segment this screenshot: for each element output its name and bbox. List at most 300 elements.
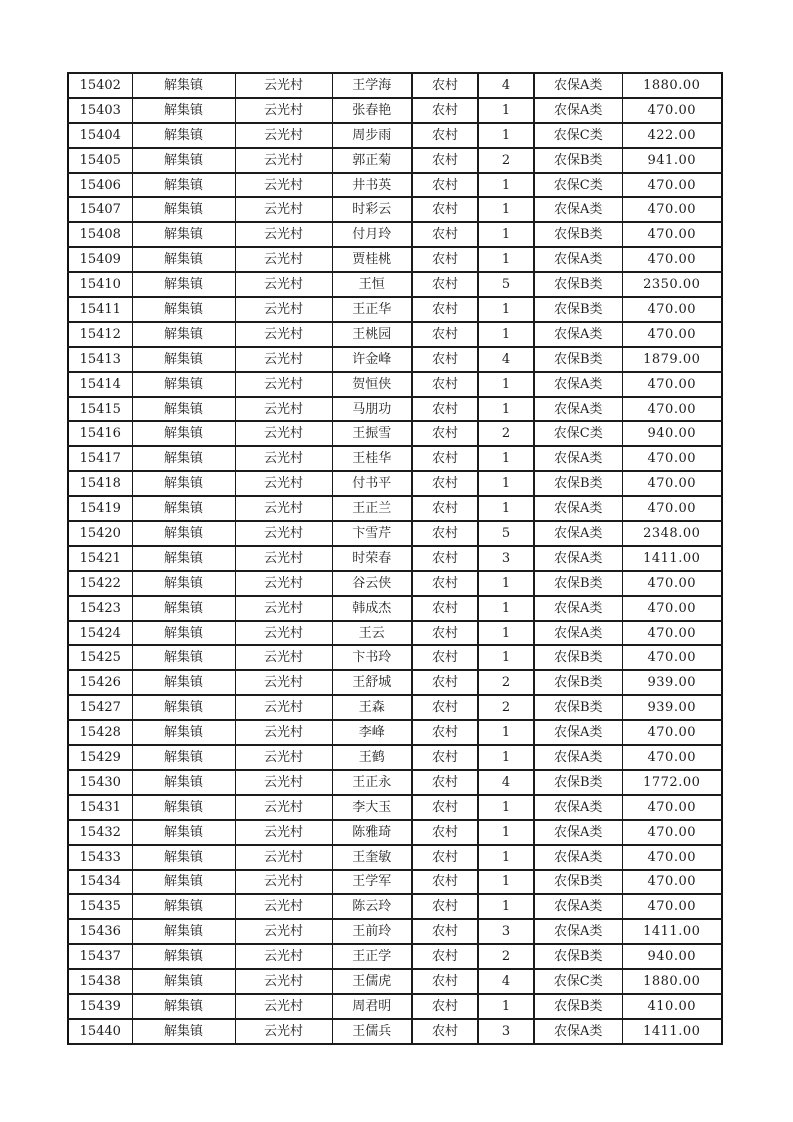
cell-insurance-category: 农保A类 bbox=[534, 919, 622, 944]
table-row bbox=[68, 745, 722, 770]
cell-person-name: 卞雪芹 bbox=[332, 521, 412, 546]
cell-residence-type: 农村 bbox=[412, 994, 478, 1019]
cell-village: 云光村 bbox=[235, 770, 332, 795]
cell-town: 解集镇 bbox=[132, 372, 235, 397]
cell-person-count: 5 bbox=[478, 272, 534, 297]
cell-village: 云光村 bbox=[235, 994, 332, 1019]
cell-person-count: 1 bbox=[478, 247, 534, 272]
cell-village: 云光村 bbox=[235, 894, 332, 919]
cell-town: 解集镇 bbox=[132, 745, 235, 770]
cell-record-id: 15406 bbox=[68, 173, 132, 198]
cell-town: 解集镇 bbox=[132, 471, 235, 496]
cell-person-name: 王儒兵 bbox=[332, 1019, 412, 1044]
cell-record-id: 15427 bbox=[68, 695, 132, 720]
cell-town: 解集镇 bbox=[132, 322, 235, 347]
cell-insurance-category: 农保A类 bbox=[534, 546, 622, 571]
cell-amount: 470.00 bbox=[622, 173, 722, 198]
cell-person-name: 王恒 bbox=[332, 272, 412, 297]
cell-person-name: 周步雨 bbox=[332, 123, 412, 148]
table-row bbox=[68, 347, 722, 372]
cell-insurance-category: 农保B类 bbox=[534, 347, 622, 372]
cell-town: 解集镇 bbox=[132, 571, 235, 596]
cell-insurance-category: 农保A类 bbox=[534, 397, 622, 422]
cell-town: 解集镇 bbox=[132, 944, 235, 969]
cell-insurance-category: 农保B类 bbox=[534, 645, 622, 670]
cell-amount: 470.00 bbox=[622, 795, 722, 820]
cell-village: 云光村 bbox=[235, 919, 332, 944]
cell-person-count: 1 bbox=[478, 471, 534, 496]
cell-person-count: 1 bbox=[478, 98, 534, 123]
cell-town: 解集镇 bbox=[132, 397, 235, 422]
table-row bbox=[68, 421, 722, 446]
cell-record-id: 15432 bbox=[68, 820, 132, 845]
cell-village: 云光村 bbox=[235, 98, 332, 123]
cell-insurance-category: 农保C类 bbox=[534, 969, 622, 994]
cell-amount: 2350.00 bbox=[622, 272, 722, 297]
cell-town: 解集镇 bbox=[132, 98, 235, 123]
cell-record-id: 15429 bbox=[68, 745, 132, 770]
cell-insurance-category: 农保A类 bbox=[534, 98, 622, 123]
cell-person-name: 贺恒侠 bbox=[332, 372, 412, 397]
cell-insurance-category: 农保B类 bbox=[534, 471, 622, 496]
cell-amount: 940.00 bbox=[622, 421, 722, 446]
cell-amount: 470.00 bbox=[622, 446, 722, 471]
cell-residence-type: 农村 bbox=[412, 571, 478, 596]
cell-amount: 940.00 bbox=[622, 944, 722, 969]
cell-town: 解集镇 bbox=[132, 820, 235, 845]
cell-insurance-category: 农保B类 bbox=[534, 297, 622, 322]
cell-record-id: 15402 bbox=[68, 73, 132, 98]
cell-town: 解集镇 bbox=[132, 546, 235, 571]
cell-person-name: 韩成杰 bbox=[332, 596, 412, 621]
cell-insurance-category: 农保C类 bbox=[534, 173, 622, 198]
cell-town: 解集镇 bbox=[132, 446, 235, 471]
cell-residence-type: 农村 bbox=[412, 870, 478, 895]
cell-village: 云光村 bbox=[235, 123, 332, 148]
cell-record-id: 15425 bbox=[68, 645, 132, 670]
cell-person-name: 李峰 bbox=[332, 720, 412, 745]
cell-person-name: 王奎敏 bbox=[332, 845, 412, 870]
cell-amount: 1411.00 bbox=[622, 919, 722, 944]
cell-insurance-category: 农保B类 bbox=[534, 272, 622, 297]
cell-person-count: 1 bbox=[478, 845, 534, 870]
cell-insurance-category: 农保A类 bbox=[534, 322, 622, 347]
cell-person-name: 王正学 bbox=[332, 944, 412, 969]
table-row bbox=[68, 297, 722, 322]
cell-residence-type: 农村 bbox=[412, 73, 478, 98]
cell-record-id: 15430 bbox=[68, 770, 132, 795]
table-row bbox=[68, 197, 722, 222]
cell-residence-type: 农村 bbox=[412, 645, 478, 670]
cell-village: 云光村 bbox=[235, 421, 332, 446]
cell-residence-type: 农村 bbox=[412, 347, 478, 372]
cell-record-id: 15435 bbox=[68, 894, 132, 919]
cell-insurance-category: 农保B类 bbox=[534, 695, 622, 720]
cell-person-name: 李大玉 bbox=[332, 795, 412, 820]
cell-record-id: 15428 bbox=[68, 720, 132, 745]
cell-town: 解集镇 bbox=[132, 197, 235, 222]
cell-village: 云光村 bbox=[235, 471, 332, 496]
cell-person-count: 1 bbox=[478, 720, 534, 745]
cell-town: 解集镇 bbox=[132, 123, 235, 148]
cell-insurance-category: 农保A类 bbox=[534, 247, 622, 272]
cell-person-count: 1 bbox=[478, 745, 534, 770]
cell-person-name: 王桃园 bbox=[332, 322, 412, 347]
cell-village: 云光村 bbox=[235, 944, 332, 969]
cell-record-id: 15414 bbox=[68, 372, 132, 397]
cell-insurance-category: 农保A类 bbox=[534, 745, 622, 770]
cell-village: 云光村 bbox=[235, 347, 332, 372]
cell-person-count: 1 bbox=[478, 297, 534, 322]
cell-insurance-category: 农保A类 bbox=[534, 73, 622, 98]
table-row bbox=[68, 720, 722, 745]
cell-person-name: 王舒城 bbox=[332, 670, 412, 695]
cell-village: 云光村 bbox=[235, 695, 332, 720]
cell-amount: 470.00 bbox=[622, 247, 722, 272]
table-row bbox=[68, 73, 722, 98]
cell-person-name: 时彩云 bbox=[332, 197, 412, 222]
cell-person-name: 王正永 bbox=[332, 770, 412, 795]
cell-record-id: 15426 bbox=[68, 670, 132, 695]
table-row bbox=[68, 173, 722, 198]
cell-amount: 470.00 bbox=[622, 894, 722, 919]
cell-record-id: 15436 bbox=[68, 919, 132, 944]
cell-person-name: 付月玲 bbox=[332, 222, 412, 247]
cell-insurance-category: 农保B类 bbox=[534, 222, 622, 247]
cell-village: 云光村 bbox=[235, 546, 332, 571]
table-row bbox=[68, 645, 722, 670]
cell-record-id: 15421 bbox=[68, 546, 132, 571]
cell-town: 解集镇 bbox=[132, 870, 235, 895]
cell-residence-type: 农村 bbox=[412, 795, 478, 820]
cell-village: 云光村 bbox=[235, 870, 332, 895]
table-row bbox=[68, 397, 722, 422]
cell-person-count: 2 bbox=[478, 944, 534, 969]
cell-amount: 470.00 bbox=[622, 98, 722, 123]
cell-village: 云光村 bbox=[235, 197, 332, 222]
cell-amount: 470.00 bbox=[622, 372, 722, 397]
cell-village: 云光村 bbox=[235, 845, 332, 870]
cell-village: 云光村 bbox=[235, 73, 332, 98]
table-row bbox=[68, 471, 722, 496]
cell-residence-type: 农村 bbox=[412, 845, 478, 870]
cell-residence-type: 农村 bbox=[412, 596, 478, 621]
cell-town: 解集镇 bbox=[132, 919, 235, 944]
cell-person-count: 1 bbox=[478, 173, 534, 198]
table-body bbox=[68, 73, 722, 1044]
cell-amount: 422.00 bbox=[622, 123, 722, 148]
cell-person-count: 1 bbox=[478, 446, 534, 471]
cell-residence-type: 农村 bbox=[412, 372, 478, 397]
cell-insurance-category: 农保A类 bbox=[534, 845, 622, 870]
cell-village: 云光村 bbox=[235, 621, 332, 646]
cell-residence-type: 农村 bbox=[412, 670, 478, 695]
cell-person-name: 马朋功 bbox=[332, 397, 412, 422]
cell-town: 解集镇 bbox=[132, 596, 235, 621]
cell-village: 云光村 bbox=[235, 173, 332, 198]
cell-town: 解集镇 bbox=[132, 272, 235, 297]
cell-residence-type: 农村 bbox=[412, 247, 478, 272]
cell-record-id: 15440 bbox=[68, 1019, 132, 1044]
cell-person-count: 4 bbox=[478, 770, 534, 795]
cell-person-count: 3 bbox=[478, 919, 534, 944]
cell-amount: 470.00 bbox=[622, 870, 722, 895]
cell-residence-type: 农村 bbox=[412, 621, 478, 646]
cell-residence-type: 农村 bbox=[412, 197, 478, 222]
cell-village: 云光村 bbox=[235, 521, 332, 546]
cell-town: 解集镇 bbox=[132, 621, 235, 646]
cell-residence-type: 农村 bbox=[412, 173, 478, 198]
cell-record-id: 15431 bbox=[68, 795, 132, 820]
cell-record-id: 15422 bbox=[68, 571, 132, 596]
table-row bbox=[68, 820, 722, 845]
cell-residence-type: 农村 bbox=[412, 770, 478, 795]
cell-town: 解集镇 bbox=[132, 347, 235, 372]
table-row bbox=[68, 98, 722, 123]
cell-person-name: 贾桂桃 bbox=[332, 247, 412, 272]
cell-person-count: 2 bbox=[478, 148, 534, 173]
cell-town: 解集镇 bbox=[132, 994, 235, 1019]
cell-person-name: 付书平 bbox=[332, 471, 412, 496]
insurance-records-table bbox=[67, 72, 723, 1045]
cell-record-id: 15415 bbox=[68, 397, 132, 422]
cell-residence-type: 农村 bbox=[412, 944, 478, 969]
table-row bbox=[68, 546, 722, 571]
cell-record-id: 15409 bbox=[68, 247, 132, 272]
cell-person-name: 井书英 bbox=[332, 173, 412, 198]
cell-insurance-category: 农保B类 bbox=[534, 670, 622, 695]
cell-insurance-category: 农保B类 bbox=[534, 870, 622, 895]
cell-town: 解集镇 bbox=[132, 247, 235, 272]
table-row bbox=[68, 247, 722, 272]
cell-insurance-category: 农保A类 bbox=[534, 521, 622, 546]
cell-record-id: 15433 bbox=[68, 845, 132, 870]
cell-amount: 1411.00 bbox=[622, 546, 722, 571]
cell-amount: 470.00 bbox=[622, 645, 722, 670]
table-row bbox=[68, 795, 722, 820]
cell-amount: 2348.00 bbox=[622, 521, 722, 546]
cell-village: 云光村 bbox=[235, 496, 332, 521]
cell-town: 解集镇 bbox=[132, 894, 235, 919]
cell-record-id: 15434 bbox=[68, 870, 132, 895]
cell-residence-type: 农村 bbox=[412, 123, 478, 148]
cell-residence-type: 农村 bbox=[412, 421, 478, 446]
cell-person-count: 3 bbox=[478, 546, 534, 571]
cell-person-name: 王桂华 bbox=[332, 446, 412, 471]
cell-town: 解集镇 bbox=[132, 222, 235, 247]
cell-village: 云光村 bbox=[235, 720, 332, 745]
cell-person-count: 1 bbox=[478, 994, 534, 1019]
cell-insurance-category: 农保A类 bbox=[534, 894, 622, 919]
table-row bbox=[68, 148, 722, 173]
cell-person-name: 许金峰 bbox=[332, 347, 412, 372]
cell-person-count: 1 bbox=[478, 645, 534, 670]
table-row bbox=[68, 870, 722, 895]
cell-village: 云光村 bbox=[235, 272, 332, 297]
cell-person-count: 1 bbox=[478, 820, 534, 845]
cell-record-id: 15411 bbox=[68, 297, 132, 322]
cell-town: 解集镇 bbox=[132, 645, 235, 670]
cell-person-count: 2 bbox=[478, 695, 534, 720]
cell-person-count: 4 bbox=[478, 347, 534, 372]
cell-insurance-category: 农保A类 bbox=[534, 197, 622, 222]
cell-amount: 941.00 bbox=[622, 148, 722, 173]
cell-insurance-category: 农保B类 bbox=[534, 770, 622, 795]
cell-person-count: 4 bbox=[478, 969, 534, 994]
cell-village: 云光村 bbox=[235, 297, 332, 322]
cell-town: 解集镇 bbox=[132, 695, 235, 720]
cell-village: 云光村 bbox=[235, 820, 332, 845]
cell-record-id: 15403 bbox=[68, 98, 132, 123]
cell-person-count: 1 bbox=[478, 596, 534, 621]
cell-insurance-category: 农保A类 bbox=[534, 372, 622, 397]
cell-person-count: 2 bbox=[478, 421, 534, 446]
cell-village: 云光村 bbox=[235, 969, 332, 994]
cell-person-count: 1 bbox=[478, 894, 534, 919]
table-row bbox=[68, 521, 722, 546]
cell-amount: 1411.00 bbox=[622, 1019, 722, 1044]
cell-town: 解集镇 bbox=[132, 670, 235, 695]
cell-person-count: 1 bbox=[478, 197, 534, 222]
cell-village: 云光村 bbox=[235, 670, 332, 695]
cell-person-name: 王正华 bbox=[332, 297, 412, 322]
cell-insurance-category: 农保B类 bbox=[534, 944, 622, 969]
cell-amount: 1880.00 bbox=[622, 73, 722, 98]
cell-town: 解集镇 bbox=[132, 845, 235, 870]
cell-amount: 470.00 bbox=[622, 297, 722, 322]
cell-insurance-category: 农保A类 bbox=[534, 820, 622, 845]
table-row bbox=[68, 845, 722, 870]
cell-record-id: 15424 bbox=[68, 621, 132, 646]
cell-amount: 470.00 bbox=[622, 496, 722, 521]
cell-amount: 470.00 bbox=[622, 397, 722, 422]
cell-insurance-category: 农保A类 bbox=[534, 621, 622, 646]
cell-amount: 470.00 bbox=[622, 571, 722, 596]
cell-town: 解集镇 bbox=[132, 421, 235, 446]
cell-residence-type: 农村 bbox=[412, 1019, 478, 1044]
cell-person-name: 周君明 bbox=[332, 994, 412, 1019]
cell-residence-type: 农村 bbox=[412, 397, 478, 422]
cell-amount: 1879.00 bbox=[622, 347, 722, 372]
cell-town: 解集镇 bbox=[132, 173, 235, 198]
cell-record-id: 15423 bbox=[68, 596, 132, 621]
cell-amount: 470.00 bbox=[622, 845, 722, 870]
cell-town: 解集镇 bbox=[132, 521, 235, 546]
cell-amount: 470.00 bbox=[622, 222, 722, 247]
cell-person-name: 王云 bbox=[332, 621, 412, 646]
cell-record-id: 15410 bbox=[68, 272, 132, 297]
cell-person-count: 1 bbox=[478, 496, 534, 521]
cell-person-count: 4 bbox=[478, 73, 534, 98]
cell-amount: 470.00 bbox=[622, 596, 722, 621]
table-row bbox=[68, 670, 722, 695]
cell-record-id: 15413 bbox=[68, 347, 132, 372]
table-row bbox=[68, 222, 722, 247]
table-row bbox=[68, 969, 722, 994]
cell-insurance-category: 农保B类 bbox=[534, 571, 622, 596]
cell-amount: 470.00 bbox=[622, 720, 722, 745]
cell-insurance-category: 农保A类 bbox=[534, 596, 622, 621]
cell-residence-type: 农村 bbox=[412, 222, 478, 247]
cell-residence-type: 农村 bbox=[412, 745, 478, 770]
cell-person-count: 1 bbox=[478, 322, 534, 347]
cell-record-id: 15405 bbox=[68, 148, 132, 173]
cell-amount: 470.00 bbox=[622, 745, 722, 770]
cell-residence-type: 农村 bbox=[412, 148, 478, 173]
cell-person-count: 1 bbox=[478, 870, 534, 895]
cell-village: 云光村 bbox=[235, 446, 332, 471]
cell-record-id: 15439 bbox=[68, 994, 132, 1019]
cell-person-name: 王学海 bbox=[332, 73, 412, 98]
table-row bbox=[68, 571, 722, 596]
cell-person-name: 王学军 bbox=[332, 870, 412, 895]
cell-village: 云光村 bbox=[235, 645, 332, 670]
table-row bbox=[68, 272, 722, 297]
table-row bbox=[68, 1019, 722, 1044]
cell-record-id: 15417 bbox=[68, 446, 132, 471]
cell-person-name: 王正兰 bbox=[332, 496, 412, 521]
table-row bbox=[68, 894, 722, 919]
cell-person-count: 1 bbox=[478, 571, 534, 596]
cell-person-name: 卞书玲 bbox=[332, 645, 412, 670]
cell-village: 云光村 bbox=[235, 322, 332, 347]
cell-residence-type: 农村 bbox=[412, 272, 478, 297]
cell-insurance-category: 农保A类 bbox=[534, 1019, 622, 1044]
cell-record-id: 15407 bbox=[68, 197, 132, 222]
cell-record-id: 15416 bbox=[68, 421, 132, 446]
cell-person-name: 王鹤 bbox=[332, 745, 412, 770]
cell-residence-type: 农村 bbox=[412, 969, 478, 994]
cell-village: 云光村 bbox=[235, 247, 332, 272]
cell-amount: 1772.00 bbox=[622, 770, 722, 795]
cell-village: 云光村 bbox=[235, 571, 332, 596]
cell-record-id: 15418 bbox=[68, 471, 132, 496]
cell-person-count: 1 bbox=[478, 372, 534, 397]
table-row bbox=[68, 770, 722, 795]
cell-village: 云光村 bbox=[235, 397, 332, 422]
cell-insurance-category: 农保A类 bbox=[534, 446, 622, 471]
cell-insurance-category: 农保C类 bbox=[534, 123, 622, 148]
cell-village: 云光村 bbox=[235, 795, 332, 820]
cell-person-count: 3 bbox=[478, 1019, 534, 1044]
cell-person-name: 王振雪 bbox=[332, 421, 412, 446]
cell-person-count: 2 bbox=[478, 670, 534, 695]
table-row bbox=[68, 496, 722, 521]
cell-residence-type: 农村 bbox=[412, 496, 478, 521]
cell-person-name: 陈云玲 bbox=[332, 894, 412, 919]
table-row bbox=[68, 596, 722, 621]
cell-town: 解集镇 bbox=[132, 496, 235, 521]
cell-village: 云光村 bbox=[235, 1019, 332, 1044]
cell-town: 解集镇 bbox=[132, 297, 235, 322]
cell-person-name: 张春艳 bbox=[332, 98, 412, 123]
cell-person-name: 王森 bbox=[332, 695, 412, 720]
cell-residence-type: 农村 bbox=[412, 919, 478, 944]
cell-person-count: 1 bbox=[478, 621, 534, 646]
cell-insurance-category: 农保B类 bbox=[534, 994, 622, 1019]
cell-record-id: 15438 bbox=[68, 969, 132, 994]
cell-person-name: 时荣春 bbox=[332, 546, 412, 571]
cell-residence-type: 农村 bbox=[412, 820, 478, 845]
cell-record-id: 15412 bbox=[68, 322, 132, 347]
cell-person-count: 1 bbox=[478, 222, 534, 247]
cell-amount: 410.00 bbox=[622, 994, 722, 1019]
cell-amount: 1880.00 bbox=[622, 969, 722, 994]
cell-person-count: 1 bbox=[478, 123, 534, 148]
cell-amount: 470.00 bbox=[622, 621, 722, 646]
cell-insurance-category: 农保B类 bbox=[534, 148, 622, 173]
cell-person-count: 1 bbox=[478, 795, 534, 820]
